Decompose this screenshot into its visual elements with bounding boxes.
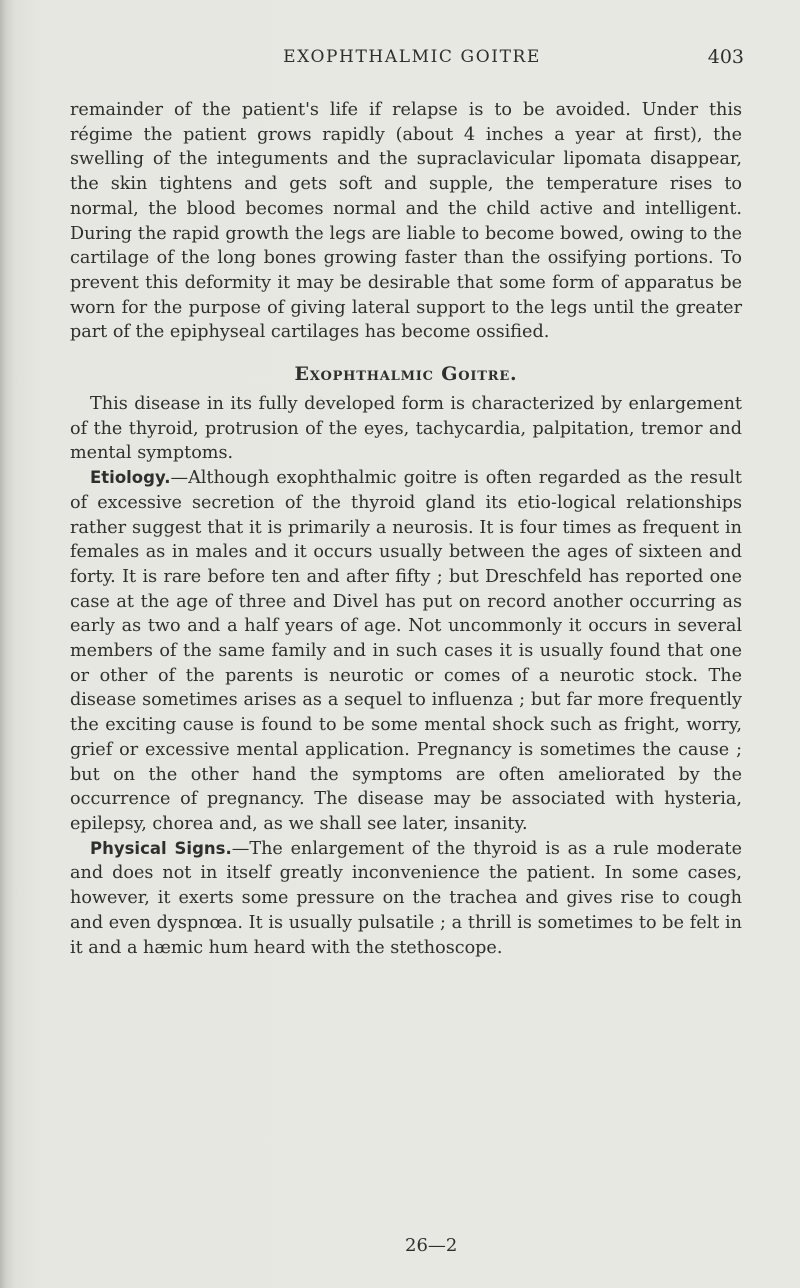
etiology-heading: Etiology. <box>90 468 171 488</box>
continuation-paragraph: remainder of the patient's life if relapse is to be avoided. Under this régime the patient grows rapidly (about 4 inches a year at first), the swelling of the integuments and the supraclavicular lipomata disappear, the skin tightens and gets soft and supple, the temperature rises to normal, the blood becomes normal and the child active and intelligent. During the rapid growth the legs are liable to become bowed, owing to the cartilage of the long bones growing faster than the ossifying portions. To prevent this deformity it may be desirable that some form of apparatus be worn for the purpose of giving lateral support to the legs until the greater part of the epiphyseal cartilages has become ossified. <box>70 100 742 343</box>
physical-signs-heading: Physical Signs. <box>90 838 232 858</box>
running-title: EXOPHTHALMIC GOITRE <box>283 47 541 67</box>
physical-signs-paragraph <box>70 837 742 961</box>
etiology-paragraph <box>70 466 742 837</box>
section-heading: Exophthalmic Goitre. <box>294 363 518 386</box>
text-column <box>70 98 742 960</box>
page-gutter-shadow <box>0 0 14 1288</box>
printer-signature-mark: 26—2 <box>405 1235 458 1256</box>
running-head <box>60 40 764 74</box>
etiology-text: —Although exophthalmic goitre is often regarded as the result of excessive secretion of the thyroid gland its etio-logical relationships rather suggest that it is primarily a neurosis. It is four times as frequent in females as in males and it occurs usually between the ages of sixteen and forty. It is rare before ten and after fifty ; but Dreschfeld has reported one case at the age of three and Divel has put on record another occurring as early as two and a half years of age. Not uncommonly it occurs in several members of the same family and in such cases it is usually found that one or other of the parents is neurotic or comes of a neurotic stock. The disease sometimes arises as a sequel to influenza ; but far more frequently the exciting cause is found to be some mental shock such as fright, worry, grief or excessive mental application. Pregnancy is sometimes the cause ; but on the other hand the symptoms are often ameliorated by the occurrence of pregnancy. The disease may be associated with hysteria, epilepsy, chorea and, as we shall see later, insanity. <box>70 468 742 834</box>
physical-signs-text: —The enlargement of the thyroid is as a rule moderate and does not in itself greatly inconvenience the patient. In some cases, however, it exerts some pressure on the trachea and gives rise to cough and even dyspnœa. It is usually pulsatile ; a thrill is sometimes to be felt in it and a hæmic hum heard with the stethoscope. <box>70 838 742 958</box>
intro-paragraph: This disease in its fully developed form is characterized by enlargement of the thyroid, protrusion of the eyes, tachycardia, palpitation, tremor and mental symptoms. <box>70 394 742 464</box>
page-number: 403 <box>707 46 744 68</box>
